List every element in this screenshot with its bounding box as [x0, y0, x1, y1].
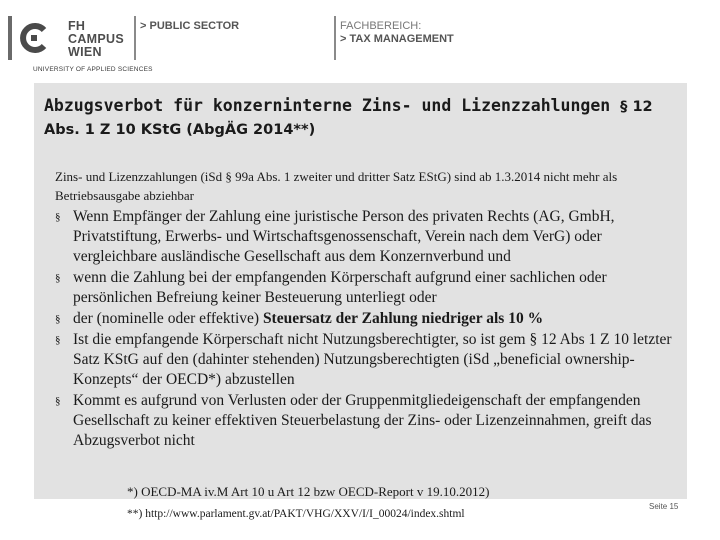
bullet-text: Kommt es aufgrund von Verlusten oder der Gruppenmitgliedeigenschaft der empfangenden Gesellschaft zu keiner effektiven Steuerbelastung der Zins- oder Lizenzeinnahmen, greift das Abzugsverbot nicht [73, 392, 652, 449]
bullet-text-bold: Steuersatz der Zahlung niedriger als 10 % [262, 310, 544, 327]
bullet-icon: § [55, 272, 61, 284]
page-number: Seite 15 [649, 502, 679, 511]
bullet-icon: § [55, 211, 61, 223]
logo-line-1: FH [68, 19, 86, 33]
bullet-list [55, 207, 675, 452]
logo-line-3: WIEN [68, 45, 102, 59]
bullet-text: der (nominelle oder effektive) [73, 310, 263, 327]
fh-campus-logo-icon [18, 22, 50, 54]
logo-subtitle: UNIVERSITY OF APPLIED SCIENCES [33, 66, 153, 73]
header-divider-2 [334, 16, 336, 60]
logo-text [68, 20, 124, 59]
logo-line-2: CAMPUS [68, 32, 124, 46]
list-item [55, 330, 675, 390]
bullet-text: Ist die empfangende Körperschaft nicht Nutzungsberechtigter, so ist gem § 12 Abs 1 Z 10 letzter Satz KStG auf den (dahinter stehenden) Nutzungsberechtigten (iSd „beneficial ownership-Konzepts“ der OECD*) abzustellen [73, 331, 672, 388]
department-label: FACHBEREICH: [340, 20, 422, 32]
footnote-oecd: *) OECD-MA iv.M Art 10 u Art 12 bzw OECD-Report v 19.10.2012) [127, 484, 490, 499]
intro-text: Zins- und Lizenzzahlungen (iSd § 99a Abs. 1 zweiter und dritter Satz EStG) sind ab 1.3.2014 nicht mehr als Betriebsausgabe abziehbar [55, 169, 618, 203]
bullet-icon: § [55, 334, 61, 346]
bullet-icon: § [55, 313, 61, 325]
footnote-parliament-link[interactable]: **) http://www.parlament.gv.at/PAKT/VHG/XXV/I/I_00024/index.shtml [127, 508, 465, 520]
section-label: > PUBLIC SECTOR [140, 20, 240, 32]
slide-title-reference: § 12 Abs. 1 Z 10 KStG (AbgÄG 2014**) [44, 99, 653, 138]
list-item [55, 268, 675, 308]
slide-title-main: Abzugsverbot für konzerninterne Zins- und Lizenzzahlungen [44, 96, 611, 115]
bullet-text: Wenn Empfänger der Zahlung eine juristische Person des privaten Rechts (AG, GmbH, Privatstiftung, Erwerbs- und Wirtschaftsgenossenschaft, Verein nach dem VerG) oder vergleichbare ausländische Gesellschaft aus dem Konzernverbund und [73, 208, 615, 265]
list-item [55, 391, 675, 451]
logo-bracket [8, 16, 12, 60]
header-divider-1 [134, 16, 136, 60]
bullet-icon: § [55, 395, 61, 407]
department [340, 20, 454, 46]
slide-title [44, 95, 684, 141]
list-item [55, 309, 675, 329]
bullet-text: wenn die Zahlung bei der empfangenden Körperschaft aufgrund einer sachlichen oder persönlichen Befreiung keiner Besteuerung unterliegt oder [73, 269, 607, 306]
list-item [55, 207, 675, 267]
department-name: > TAX MANAGEMENT [340, 33, 454, 45]
